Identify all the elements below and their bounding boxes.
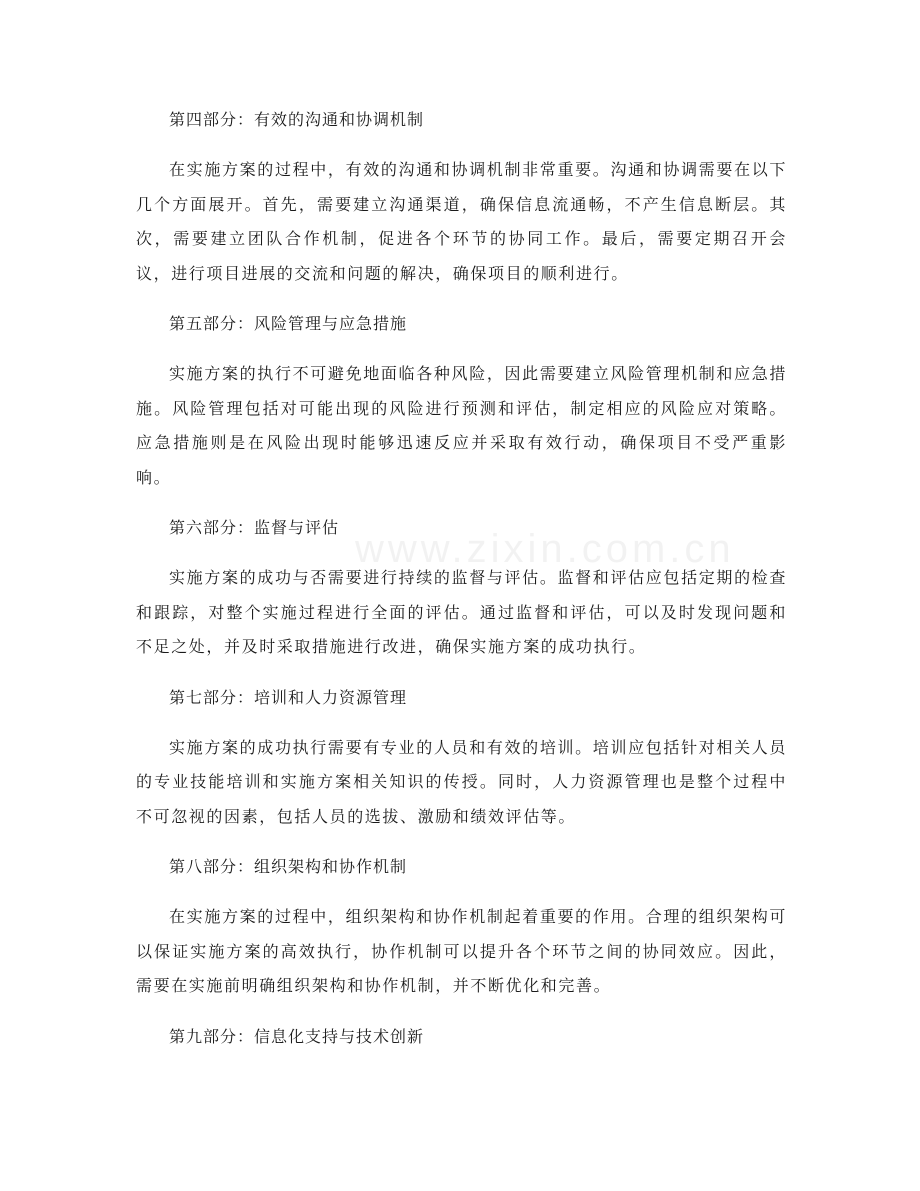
section-heading-4: 第四部分：有效的沟通和协调机制 bbox=[169, 110, 425, 129]
section-paragraph-7: 实施方案的成功执行需要有专业的人员和有效的培训。培训应包括针对相关人员的专业技能培训和实施方案相关知识的传授。同时，人力资源管理也是整个过程中不可忽视的因素，包括人员的选拔、激励和绩效评估等。 bbox=[136, 737, 787, 826]
section-heading-5: 第五部分：风险管理与应急措施 bbox=[169, 314, 408, 333]
section-paragraph-8: 在实施方案的过程中，组织架构和协作机制起着重要的作用。合理的组织架构可以保证实施方案的高效执行，协作机制可以提升各个环节之间的协同效应。因此，需要在实施前明确组织架构和协作机制，并不断优化和完善。 bbox=[136, 907, 787, 995]
section-paragraph-6: 实施方案的成功与否需要进行持续的监督与评估。监督和评估应包括定期的检查和跟踪，对整个实施过程进行全面的评估。通过监督和评估，可以及时发现问题和不足之处，并及时采取措施进行改进，确保实施方案的成功执行。 bbox=[136, 568, 787, 656]
section-heading-7: 第七部分：培训和人力资源管理 bbox=[169, 687, 408, 707]
section-paragraph-4: 在实施方案的过程中，有效的沟通和协调机制非常重要。沟通和协调需要在以下几个方面展开。首先，需要建立沟通渠道，确保信息流通畅，不产生信息断层。其次，需要建立团队合作机制，促进各个环节的协同工作。最后，需要定期召开会议，进行项目进展的交流和问题的解决，确保项目的顺利进行。 bbox=[136, 160, 787, 283]
section-heading-8: 第八部分：组织架构和协作机制 bbox=[169, 857, 408, 876]
section-heading-6: 第六部分：监督与评估 bbox=[169, 518, 340, 537]
section-heading-9: 第九部分：信息化支持与技术创新 bbox=[169, 1026, 425, 1046]
document-body bbox=[136, 105, 787, 1070]
watermark: www.zixin.com.cn bbox=[355, 527, 735, 571]
section-paragraph-5: 实施方案的执行不可避免地面临各种风险，因此需要建立风险管理机制和应急措施。风险管理包括对可能出现的风险进行预测和评估，制定相应的风险应对策略。应急措施则是在风险出现时能够迅速反应并采取有效行动，确保项目不受严重影响。 bbox=[136, 364, 787, 487]
